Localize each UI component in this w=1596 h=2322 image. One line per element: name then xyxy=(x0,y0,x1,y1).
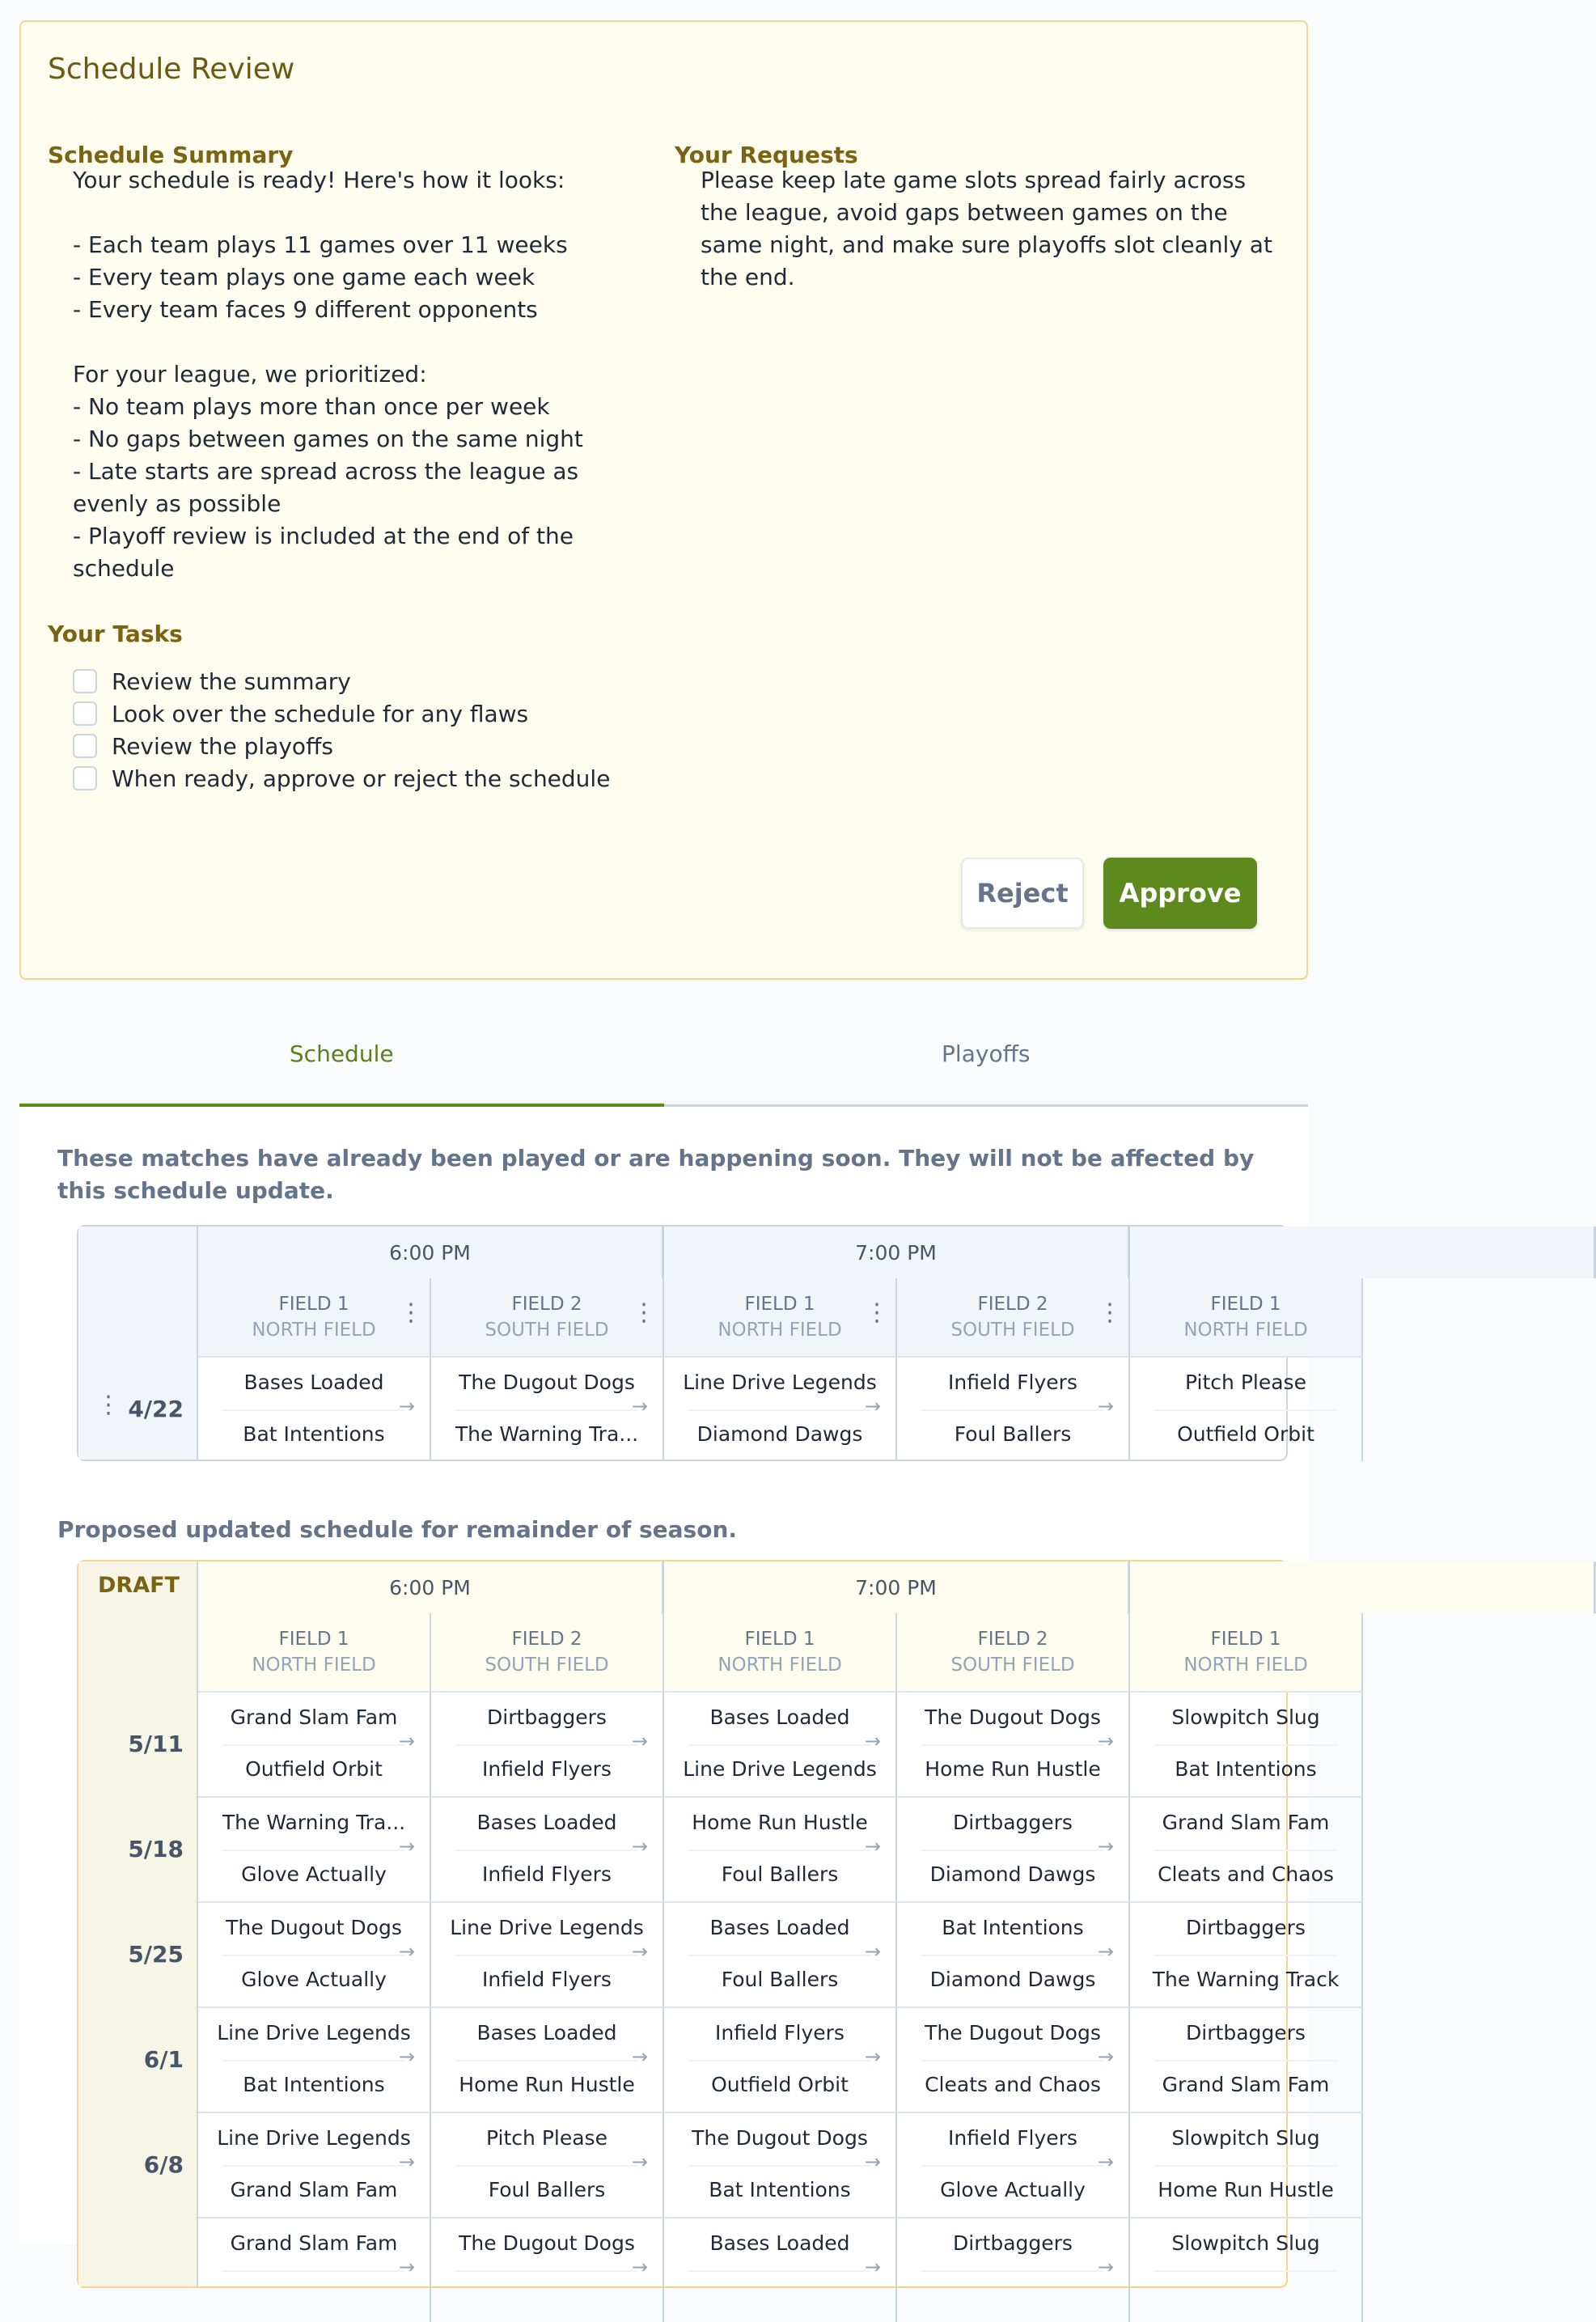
swap-arrow-icon: → xyxy=(1097,1730,1114,1752)
field-menu-icon[interactable]: ⋮ xyxy=(632,1299,656,1327)
row-date: 6/8 xyxy=(143,2150,184,2178)
away-team: Glove Actually xyxy=(241,1862,387,1886)
game-cell[interactable] xyxy=(664,1691,897,1796)
field-name: FIELD 2 xyxy=(511,1629,582,1650)
away-team: Foul Ballers xyxy=(954,1422,1072,1446)
swap-arrow-icon: → xyxy=(398,2150,415,2173)
row-date xyxy=(78,2217,198,2322)
matchup-divider xyxy=(1154,1850,1337,1851)
field-header xyxy=(431,1278,664,1356)
field-subname: NORTH FIELD xyxy=(1183,1655,1308,1676)
away-team: Home Run Hustle xyxy=(1158,2178,1334,2201)
task-checkbox[interactable] xyxy=(73,734,97,758)
away-team: Infield Flyers xyxy=(482,1862,612,1886)
home-team: The Dugout Dogs xyxy=(226,1916,402,1939)
home-team: Grand Slam Fam xyxy=(1162,1811,1330,1834)
draft-grid-body xyxy=(78,1561,1340,2286)
matchup-divider xyxy=(688,2060,871,2061)
field-header xyxy=(1130,1613,1363,1691)
matchup-divider xyxy=(1154,2060,1337,2061)
game-cell[interactable] xyxy=(1130,1691,1363,1796)
away-team: Glove Actually xyxy=(940,2178,1086,2201)
field-subname: NORTH FIELD xyxy=(718,1655,842,1676)
swap-arrow-icon: → xyxy=(1097,2150,1114,2173)
field-menu-icon[interactable]: ⋮ xyxy=(399,1299,423,1327)
game-cell[interactable] xyxy=(664,1901,897,2006)
schedule-content xyxy=(19,1107,1340,2278)
game-cell[interactable] xyxy=(198,1356,431,1461)
home-team: Dirtbaggers xyxy=(487,1705,607,1729)
matchup-divider xyxy=(1154,1744,1337,1746)
away-team: Diamond Dawgs xyxy=(929,1968,1096,1991)
field-name: FIELD 1 xyxy=(278,1629,349,1650)
row-date: 5/11 xyxy=(128,1730,184,1757)
field-header xyxy=(897,1278,1130,1356)
time-slot-header: 6:00 PM xyxy=(198,1561,664,1613)
game-cell[interactable] xyxy=(1130,1356,1363,1461)
field-header xyxy=(664,1278,897,1356)
swap-arrow-icon: → xyxy=(864,2150,881,2173)
swap-arrow-icon: → xyxy=(631,1835,648,1858)
away-team: Outfield Orbit xyxy=(245,1757,383,1781)
game-cell[interactable] xyxy=(198,2006,431,2112)
game-cell[interactable] xyxy=(664,1796,897,1901)
swap-arrow-icon: → xyxy=(631,2150,648,2173)
game-cell[interactable] xyxy=(897,2217,1130,2322)
schedule-review-panel xyxy=(19,20,1308,980)
row-date: 6/1 xyxy=(143,2045,184,2073)
home-team: Bases Loaded xyxy=(243,1371,384,1394)
matchup-divider xyxy=(688,1850,871,1851)
game-cell[interactable] xyxy=(431,1356,664,1461)
swap-arrow-icon: → xyxy=(864,1395,881,1417)
matchup-divider xyxy=(921,1850,1104,1851)
field-subname: SOUTH FIELD xyxy=(485,1320,609,1341)
task-checkbox[interactable] xyxy=(73,701,97,726)
field-name: FIELD 1 xyxy=(1210,1294,1281,1315)
matchup-divider xyxy=(222,1744,405,1746)
home-team: Bases Loaded xyxy=(709,1705,850,1729)
away-team: Bat Intentions xyxy=(1175,1757,1317,1781)
field-subname: NORTH FIELD xyxy=(718,1320,842,1341)
matchup-divider xyxy=(455,2060,638,2061)
draft-note: Proposed updated schedule for remainder of season. xyxy=(57,1516,738,1543)
schedule-tabs xyxy=(19,1003,1308,1107)
game-cell[interactable] xyxy=(1130,1901,1363,2006)
swap-arrow-icon: → xyxy=(1097,1835,1114,1858)
game-cell[interactable] xyxy=(664,2112,897,2217)
matchup-divider xyxy=(455,1955,638,1956)
field-header xyxy=(431,1613,664,1691)
away-team: Grand Slam Fam xyxy=(1162,2073,1330,2096)
home-team: Bases Loaded xyxy=(476,1811,617,1834)
home-team: Line Drive Legends xyxy=(683,1371,877,1394)
field-name: FIELD 1 xyxy=(278,1294,349,1315)
game-cell[interactable] xyxy=(198,1796,431,1901)
tab-schedule[interactable]: Schedule xyxy=(19,1003,664,1108)
matchup-divider xyxy=(688,2165,871,2167)
matchup-divider xyxy=(688,2270,871,2272)
task-item[interactable] xyxy=(73,730,610,762)
matchup-divider xyxy=(222,2060,405,2061)
task-label: Review the summary xyxy=(112,667,351,695)
played-grid-body xyxy=(78,1227,1314,1460)
time-slot-header: 7:00 PM xyxy=(664,1561,1130,1613)
home-team: Bases Loaded xyxy=(709,1916,850,1939)
time-slot-header xyxy=(1130,1227,1596,1278)
matchup-divider xyxy=(1154,2270,1337,2272)
game-cell[interactable] xyxy=(198,1901,431,2006)
swap-arrow-icon: → xyxy=(398,2256,415,2278)
away-team: Diamond Dawgs xyxy=(696,1422,863,1446)
game-cell[interactable] xyxy=(431,1691,664,1796)
field-menu-icon[interactable]: ⋮ xyxy=(865,1299,889,1327)
swap-arrow-icon: → xyxy=(1097,2045,1114,2068)
approve-button[interactable]: Approve xyxy=(1103,858,1257,929)
matchup-divider xyxy=(921,2270,1104,2272)
game-cell[interactable] xyxy=(664,1356,897,1461)
requests-text: Please keep late game slots spread fairly across the league, avoid gaps between games on the same night, and make sure playoffs slot cleanly at the end. xyxy=(701,167,1280,290)
game-cell[interactable] xyxy=(897,1691,1130,1796)
matchup-divider xyxy=(222,2165,405,2167)
home-team: The Dugout Dogs xyxy=(459,2231,635,2255)
matchup-divider xyxy=(921,1955,1104,1956)
away-team: Diamond Dawgs xyxy=(929,1862,1096,1886)
row-menu-icon[interactable]: ⋮ xyxy=(96,1391,121,1419)
matchup-divider xyxy=(688,1744,871,1746)
matchup-divider xyxy=(1154,1955,1337,1956)
home-team: Bases Loaded xyxy=(476,2021,617,2044)
away-team: Foul Ballers xyxy=(488,2178,606,2201)
game-cell[interactable] xyxy=(1130,1796,1363,1901)
field-subname: SOUTH FIELD xyxy=(950,1655,1075,1676)
field-subname: NORTH FIELD xyxy=(1183,1320,1308,1341)
home-team: Bat Intentions xyxy=(942,1916,1084,1939)
game-cell[interactable] xyxy=(431,2006,664,2112)
game-cell[interactable] xyxy=(664,2217,897,2322)
game-cell[interactable] xyxy=(198,2112,431,2217)
matchup-divider xyxy=(222,1850,405,1851)
home-team: Infield Flyers xyxy=(948,1371,1077,1394)
summary-text: Your schedule is ready! Here's how it looks: - Each team plays 11 games over 11 weeks - Every team plays one game each week - Every team faces 9 different opponents For your league, we prioritized: - No team plays more than once per week - No gaps between games on the same night - Late starts are spread across the league as evenly as possible - Playoff review is included at the end of the schedule xyxy=(73,167,583,582)
home-team: Grand Slam Fam xyxy=(230,2231,398,2255)
home-team: Dirtbaggers xyxy=(953,2231,1073,2255)
home-team: Dirtbaggers xyxy=(1186,1916,1306,1939)
matchup-divider xyxy=(1154,1409,1337,1411)
away-team: The Warning Track xyxy=(1152,1968,1340,1991)
requests-heading: Your Requests xyxy=(675,142,858,168)
home-team: Dirtbaggers xyxy=(953,1811,1073,1834)
field-subname: SOUTH FIELD xyxy=(950,1320,1075,1341)
field-subname: NORTH FIELD xyxy=(252,1655,376,1676)
swap-arrow-icon: → xyxy=(864,1940,881,1963)
matchup-divider xyxy=(688,1409,871,1411)
swap-arrow-icon: → xyxy=(631,1395,648,1417)
game-cell[interactable] xyxy=(897,2112,1130,2217)
home-team: Line Drive Legends xyxy=(450,1916,644,1939)
game-cell[interactable] xyxy=(431,2112,664,2217)
task-label: Review the playoffs xyxy=(112,732,333,760)
away-team: Home Run Hustle xyxy=(925,1757,1101,1781)
row-date: 5/25 xyxy=(128,1940,184,1968)
game-cell[interactable] xyxy=(198,2217,431,2322)
away-team: Foul Ballers xyxy=(721,1968,839,1991)
home-team: The Dugout Dogs xyxy=(925,1705,1101,1729)
tasks-heading: Your Tasks xyxy=(48,621,183,647)
away-team: Home Run Hustle xyxy=(459,2073,635,2096)
tab-playoffs[interactable]: Playoffs xyxy=(942,1040,1031,1067)
away-team: Foul Ballers xyxy=(721,1862,839,1886)
away-team: Bat Intentions xyxy=(243,2073,385,2096)
matchup-divider xyxy=(688,1955,871,1956)
matchup-divider xyxy=(1154,2165,1337,2167)
swap-arrow-icon: → xyxy=(864,2045,881,2068)
swap-arrow-icon: → xyxy=(398,2045,415,2068)
away-team: Grand Slam Fam xyxy=(230,2178,398,2201)
task-checkbox[interactable] xyxy=(73,669,97,693)
home-team: The Dugout Dogs xyxy=(692,2126,868,2150)
swap-arrow-icon: → xyxy=(1097,2256,1114,2278)
swap-arrow-icon: → xyxy=(1097,1395,1114,1417)
time-slot-header: 7:00 PM xyxy=(664,1227,1130,1278)
home-team: Infield Flyers xyxy=(715,2021,845,2044)
game-cell[interactable] xyxy=(431,1901,664,2006)
field-name: FIELD 1 xyxy=(744,1629,815,1650)
field-name: FIELD 2 xyxy=(511,1294,582,1315)
field-header xyxy=(198,1613,431,1691)
task-label: Look over the schedule for any flaws xyxy=(112,700,529,727)
swap-arrow-icon: → xyxy=(398,1940,415,1963)
game-cell[interactable] xyxy=(431,1796,664,1901)
game-cell[interactable] xyxy=(198,1691,431,1796)
away-team: Outfield Orbit xyxy=(1177,1422,1314,1446)
home-team: The Warning Tra... xyxy=(222,1811,406,1834)
home-team: Bases Loaded xyxy=(709,2231,850,2255)
matchup-divider xyxy=(222,2270,405,2272)
played-note: These matches have already been played or are happening soon. They will not be affected by this schedule update. xyxy=(57,1145,1255,1204)
matchup-divider xyxy=(455,2270,638,2272)
home-team: Infield Flyers xyxy=(948,2126,1077,2150)
home-team: The Dugout Dogs xyxy=(925,2021,1101,2044)
field-header xyxy=(664,1613,897,1691)
matchup-divider xyxy=(455,1744,638,1746)
time-slot-header xyxy=(1130,1561,1596,1613)
game-cell[interactable] xyxy=(897,1901,1130,2006)
swap-arrow-icon: → xyxy=(631,1730,648,1752)
matchup-divider xyxy=(921,1409,1104,1411)
home-team: Pitch Please xyxy=(1185,1371,1306,1394)
matchup-divider xyxy=(455,1409,638,1411)
home-team: The Dugout Dogs xyxy=(459,1371,635,1394)
field-header xyxy=(1130,1278,1363,1356)
field-name: FIELD 2 xyxy=(977,1629,1048,1650)
draft-label: DRAFT xyxy=(98,1573,180,1598)
game-cell[interactable] xyxy=(897,1356,1130,1461)
draft-schedule-grid xyxy=(77,1560,1340,2288)
away-team: Glove Actually xyxy=(241,1968,387,1991)
away-team: The Warning Tra... xyxy=(455,1422,639,1446)
matchup-divider xyxy=(921,2060,1104,2061)
swap-arrow-icon: → xyxy=(864,1835,881,1858)
home-team: Slowpitch Slug xyxy=(1171,1705,1320,1729)
row-date: 5/18 xyxy=(128,1835,184,1862)
task-item[interactable] xyxy=(73,762,610,794)
home-team: Home Run Hustle xyxy=(692,1811,868,1834)
away-team: Infield Flyers xyxy=(482,1968,612,1991)
swap-arrow-icon: → xyxy=(398,1730,415,1752)
field-subname: NORTH FIELD xyxy=(252,1320,376,1341)
home-team: Slowpitch Slug xyxy=(1171,2126,1320,2150)
task-label: When ready, approve or reject the schedule xyxy=(112,765,611,792)
game-cell[interactable] xyxy=(897,2006,1130,2112)
summary-heading: Schedule Summary xyxy=(48,142,294,168)
matchup-divider xyxy=(222,1955,405,1956)
swap-arrow-icon: → xyxy=(398,1395,415,1417)
home-team: Grand Slam Fam xyxy=(230,1705,398,1729)
game-cell[interactable] xyxy=(664,2006,897,2112)
field-name: FIELD 1 xyxy=(1210,1629,1281,1650)
game-cell[interactable] xyxy=(1130,2006,1363,2112)
field-header xyxy=(897,1613,1130,1691)
reject-button[interactable]: Reject xyxy=(961,858,1084,929)
task-list xyxy=(73,665,610,794)
matchup-divider xyxy=(222,1409,405,1411)
field-subname: SOUTH FIELD xyxy=(485,1655,609,1676)
swap-arrow-icon: → xyxy=(864,1730,881,1752)
field-header xyxy=(198,1278,431,1356)
away-team: Infield Flyers xyxy=(482,1757,612,1781)
away-team: Line Drive Legends xyxy=(683,1757,877,1781)
away-team: Cleats and Chaos xyxy=(925,2073,1101,2096)
swap-arrow-icon: → xyxy=(631,2045,648,2068)
home-team: Line Drive Legends xyxy=(217,2021,411,2044)
away-team: Bat Intentions xyxy=(709,2178,851,2201)
game-cell[interactable] xyxy=(431,2217,664,2322)
swap-arrow-icon: → xyxy=(631,2256,648,2278)
away-team: Outfield Orbit xyxy=(711,2073,849,2096)
game-cell[interactable] xyxy=(1130,2217,1363,2322)
matchup-divider xyxy=(455,2165,638,2167)
field-menu-icon[interactable]: ⋮ xyxy=(1098,1299,1122,1327)
time-slot-header: 6:00 PM xyxy=(198,1227,664,1278)
matchup-divider xyxy=(921,1744,1104,1746)
home-team: Line Drive Legends xyxy=(217,2126,411,2150)
field-name: FIELD 2 xyxy=(977,1294,1048,1315)
task-item[interactable] xyxy=(73,697,610,730)
swap-arrow-icon: → xyxy=(398,1835,415,1858)
home-team: Dirtbaggers xyxy=(1186,2021,1306,2044)
matchup-divider xyxy=(455,1850,638,1851)
swap-arrow-icon: → xyxy=(631,1940,648,1963)
away-team: Bat Intentions xyxy=(243,1422,385,1446)
home-team: Pitch Please xyxy=(486,2126,607,2150)
task-item[interactable] xyxy=(73,665,610,697)
review-title: Schedule Review xyxy=(48,53,295,86)
swap-arrow-icon: → xyxy=(1097,1940,1114,1963)
swap-arrow-icon: → xyxy=(864,2256,881,2278)
field-name: FIELD 1 xyxy=(744,1294,815,1315)
away-team: Cleats and Chaos xyxy=(1158,1862,1334,1886)
task-checkbox[interactable] xyxy=(73,766,97,790)
game-cell[interactable] xyxy=(897,1796,1130,1901)
home-team: Slowpitch Slug xyxy=(1171,2231,1320,2255)
played-schedule-grid xyxy=(77,1225,1314,1461)
game-cell[interactable] xyxy=(1130,2112,1363,2217)
matchup-divider xyxy=(921,2165,1104,2167)
row-date: 4/22 xyxy=(128,1395,184,1422)
